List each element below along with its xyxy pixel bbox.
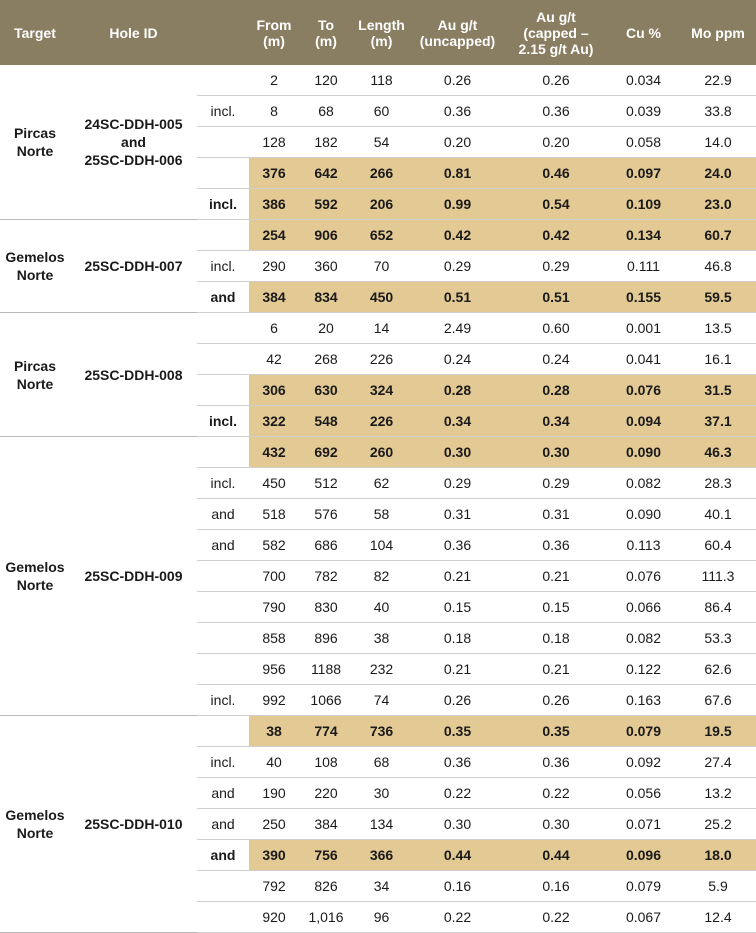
au-uncapped-cell: 0.22 [410,778,505,809]
au-uncapped-cell: 0.29 [410,251,505,282]
cu-cell: 0.090 [607,499,680,530]
to-cell: 1,016 [299,902,353,933]
length-cell: 324 [353,375,410,406]
cu-cell: 0.058 [607,127,680,158]
target-cell: Gemelos Norte [0,220,70,313]
from-cell: 450 [249,468,299,499]
from-cell: 128 [249,127,299,158]
length-cell: 118 [353,65,410,96]
au-uncapped-cell: 0.16 [410,871,505,902]
mo-cell: 40.1 [680,499,756,530]
au-capped-cell: 0.18 [505,623,607,654]
length-cell: 34 [353,871,410,902]
header-from: From (m) [249,0,299,65]
cu-cell: 0.039 [607,96,680,127]
to-cell: 268 [299,344,353,375]
au-uncapped-cell: 0.28 [410,375,505,406]
au-capped-cell: 0.44 [505,840,607,871]
interval-qualifier [197,623,249,654]
au-uncapped-cell: 0.22 [410,902,505,933]
to-cell: 1066 [299,685,353,716]
au-uncapped-cell: 0.36 [410,747,505,778]
au-uncapped-cell: 0.29 [410,468,505,499]
to-cell: 896 [299,623,353,654]
au-uncapped-cell: 0.24 [410,344,505,375]
au-capped-cell: 0.20 [505,127,607,158]
au-capped-cell: 0.22 [505,778,607,809]
header-row [0,0,756,65]
mo-cell: 60.7 [680,220,756,251]
from-cell: 432 [249,437,299,468]
header-hole-id: Hole ID [70,0,197,65]
cu-cell: 0.001 [607,313,680,344]
cu-cell: 0.076 [607,561,680,592]
from-cell: 386 [249,189,299,220]
length-cell: 82 [353,561,410,592]
to-cell: 548 [299,406,353,437]
au-uncapped-cell: 0.31 [410,499,505,530]
au-capped-cell: 0.28 [505,375,607,406]
au-capped-cell: 0.46 [505,158,607,189]
interval-qualifier [197,344,249,375]
from-cell: 992 [249,685,299,716]
cu-cell: 0.109 [607,189,680,220]
interval-qualifier [197,158,249,189]
from-cell: 322 [249,406,299,437]
cu-cell: 0.163 [607,685,680,716]
header-au-capped: Au g/t (capped – 2.15 g/t Au) [505,0,607,65]
cu-cell: 0.094 [607,406,680,437]
au-capped-cell: 0.42 [505,220,607,251]
length-cell: 366 [353,840,410,871]
length-cell: 450 [353,282,410,313]
from-cell: 38 [249,716,299,747]
length-cell: 206 [353,189,410,220]
interval-qualifier: and [197,530,249,561]
to-cell: 68 [299,96,353,127]
from-cell: 700 [249,561,299,592]
from-cell: 2 [249,65,299,96]
au-capped-cell: 0.30 [505,437,607,468]
au-uncapped-cell: 0.26 [410,685,505,716]
hole-id-cell: 25SC-DDH-010 [70,716,197,933]
length-cell: 260 [353,437,410,468]
mo-cell: 86.4 [680,592,756,623]
to-cell: 756 [299,840,353,871]
length-cell: 40 [353,592,410,623]
au-capped-cell: 0.36 [505,747,607,778]
au-uncapped-cell: 2.49 [410,313,505,344]
interval-qualifier [197,220,249,251]
header-mo: Mo ppm [680,0,756,65]
to-cell: 834 [299,282,353,313]
mo-cell: 23.0 [680,189,756,220]
mo-cell: 25.2 [680,809,756,840]
to-cell: 592 [299,189,353,220]
length-cell: 60 [353,96,410,127]
to-cell: 1188 [299,654,353,685]
to-cell: 384 [299,809,353,840]
au-capped-cell: 0.16 [505,871,607,902]
mo-cell: 37.1 [680,406,756,437]
mo-cell: 31.5 [680,375,756,406]
au-uncapped-cell: 0.18 [410,623,505,654]
length-cell: 58 [353,499,410,530]
mo-cell: 46.8 [680,251,756,282]
interval-qualifier: and [197,778,249,809]
au-capped-cell: 0.51 [505,282,607,313]
from-cell: 290 [249,251,299,282]
au-uncapped-cell: 0.30 [410,809,505,840]
from-cell: 40 [249,747,299,778]
length-cell: 14 [353,313,410,344]
cu-cell: 0.041 [607,344,680,375]
table-header [0,0,756,65]
header-interval-qualifier [197,0,249,65]
from-cell: 858 [249,623,299,654]
interval-qualifier: incl. [197,251,249,282]
mo-cell: 14.0 [680,127,756,158]
interval-qualifier: incl. [197,96,249,127]
mo-cell: 59.5 [680,282,756,313]
to-cell: 906 [299,220,353,251]
cu-cell: 0.097 [607,158,680,189]
from-cell: 582 [249,530,299,561]
au-capped-cell: 0.36 [505,530,607,561]
to-cell: 120 [299,65,353,96]
au-capped-cell: 0.35 [505,716,607,747]
length-cell: 134 [353,809,410,840]
to-cell: 782 [299,561,353,592]
target-cell: Pircas Norte [0,65,70,220]
au-capped-cell: 0.30 [505,809,607,840]
au-capped-cell: 0.21 [505,654,607,685]
mo-cell: 13.5 [680,313,756,344]
interval-qualifier [197,716,249,747]
interval-qualifier [197,127,249,158]
length-cell: 232 [353,654,410,685]
interval-qualifier [197,437,249,468]
au-uncapped-cell: 0.42 [410,220,505,251]
hole-id-cell: 24SC-DDH-005 and 25SC-DDH-006 [70,65,197,220]
interval-qualifier: and [197,809,249,840]
interval-qualifier [197,65,249,96]
au-uncapped-cell: 0.21 [410,654,505,685]
table-row [0,716,756,747]
mo-cell: 16.1 [680,344,756,375]
au-capped-cell: 0.21 [505,561,607,592]
au-capped-cell: 0.24 [505,344,607,375]
cu-cell: 0.034 [607,65,680,96]
mo-cell: 33.8 [680,96,756,127]
to-cell: 630 [299,375,353,406]
mo-cell: 62.6 [680,654,756,685]
cu-cell: 0.134 [607,220,680,251]
length-cell: 74 [353,685,410,716]
au-capped-cell: 0.36 [505,96,607,127]
length-cell: 62 [353,468,410,499]
from-cell: 254 [249,220,299,251]
cu-cell: 0.122 [607,654,680,685]
mo-cell: 67.6 [680,685,756,716]
mo-cell: 18.0 [680,840,756,871]
au-capped-cell: 0.26 [505,65,607,96]
from-cell: 306 [249,375,299,406]
au-uncapped-cell: 0.51 [410,282,505,313]
au-uncapped-cell: 0.15 [410,592,505,623]
length-cell: 96 [353,902,410,933]
mo-cell: 60.4 [680,530,756,561]
interval-qualifier: incl. [197,747,249,778]
mo-cell: 111.3 [680,561,756,592]
to-cell: 576 [299,499,353,530]
from-cell: 792 [249,871,299,902]
au-uncapped-cell: 0.20 [410,127,505,158]
length-cell: 38 [353,623,410,654]
mo-cell: 13.2 [680,778,756,809]
mo-cell: 28.3 [680,468,756,499]
from-cell: 956 [249,654,299,685]
interval-qualifier [197,902,249,933]
interval-qualifier: incl. [197,189,249,220]
mo-cell: 53.3 [680,623,756,654]
au-capped-cell: 0.34 [505,406,607,437]
interval-qualifier [197,375,249,406]
interval-qualifier [197,313,249,344]
from-cell: 390 [249,840,299,871]
header-to: To (m) [299,0,353,65]
au-uncapped-cell: 0.36 [410,96,505,127]
length-cell: 266 [353,158,410,189]
mo-cell: 5.9 [680,871,756,902]
interval-qualifier [197,654,249,685]
au-uncapped-cell: 0.81 [410,158,505,189]
mo-cell: 19.5 [680,716,756,747]
target-cell: Gemelos Norte [0,716,70,933]
header-au-uncapped: Au g/t (uncapped) [410,0,505,65]
from-cell: 42 [249,344,299,375]
interval-qualifier: and [197,840,249,871]
cu-cell: 0.092 [607,747,680,778]
au-capped-cell: 0.31 [505,499,607,530]
interval-qualifier [197,592,249,623]
length-cell: 30 [353,778,410,809]
mo-cell: 12.4 [680,902,756,933]
length-cell: 70 [353,251,410,282]
au-capped-cell: 0.29 [505,251,607,282]
au-uncapped-cell: 0.30 [410,437,505,468]
au-capped-cell: 0.22 [505,902,607,933]
cu-cell: 0.096 [607,840,680,871]
header-cu: Cu % [607,0,680,65]
length-cell: 104 [353,530,410,561]
hole-id-cell: 25SC-DDH-008 [70,313,197,437]
cu-cell: 0.067 [607,902,680,933]
table-row [0,65,756,96]
interval-qualifier: and [197,282,249,313]
cu-cell: 0.155 [607,282,680,313]
table-row [0,220,756,251]
au-capped-cell: 0.54 [505,189,607,220]
to-cell: 220 [299,778,353,809]
length-cell: 226 [353,344,410,375]
from-cell: 6 [249,313,299,344]
to-cell: 830 [299,592,353,623]
cu-cell: 0.066 [607,592,680,623]
table-body [0,65,756,933]
cu-cell: 0.079 [607,871,680,902]
length-cell: 226 [353,406,410,437]
to-cell: 108 [299,747,353,778]
au-capped-cell: 0.15 [505,592,607,623]
length-cell: 736 [353,716,410,747]
to-cell: 774 [299,716,353,747]
to-cell: 686 [299,530,353,561]
from-cell: 920 [249,902,299,933]
from-cell: 384 [249,282,299,313]
cu-cell: 0.113 [607,530,680,561]
length-cell: 54 [353,127,410,158]
mo-cell: 27.4 [680,747,756,778]
hole-id-cell: 25SC-DDH-007 [70,220,197,313]
cu-cell: 0.082 [607,623,680,654]
au-capped-cell: 0.26 [505,685,607,716]
au-capped-cell: 0.60 [505,313,607,344]
from-cell: 250 [249,809,299,840]
table-row [0,313,756,344]
cu-cell: 0.090 [607,437,680,468]
cu-cell: 0.082 [607,468,680,499]
to-cell: 692 [299,437,353,468]
cu-cell: 0.079 [607,716,680,747]
cu-cell: 0.071 [607,809,680,840]
length-cell: 652 [353,220,410,251]
mo-cell: 24.0 [680,158,756,189]
cu-cell: 0.111 [607,251,680,282]
au-capped-cell: 0.29 [505,468,607,499]
au-uncapped-cell: 0.36 [410,530,505,561]
header-target: Target [0,0,70,65]
from-cell: 790 [249,592,299,623]
to-cell: 20 [299,313,353,344]
au-uncapped-cell: 0.21 [410,561,505,592]
interval-qualifier: and [197,499,249,530]
to-cell: 642 [299,158,353,189]
interval-qualifier: incl. [197,468,249,499]
table-row [0,437,756,468]
from-cell: 8 [249,96,299,127]
mo-cell: 46.3 [680,437,756,468]
au-uncapped-cell: 0.26 [410,65,505,96]
au-uncapped-cell: 0.35 [410,716,505,747]
to-cell: 826 [299,871,353,902]
au-uncapped-cell: 0.44 [410,840,505,871]
au-uncapped-cell: 0.99 [410,189,505,220]
au-uncapped-cell: 0.34 [410,406,505,437]
cu-cell: 0.076 [607,375,680,406]
interval-qualifier [197,561,249,592]
interval-qualifier [197,871,249,902]
to-cell: 182 [299,127,353,158]
from-cell: 376 [249,158,299,189]
interval-qualifier: incl. [197,406,249,437]
header-length: Length (m) [353,0,410,65]
to-cell: 512 [299,468,353,499]
to-cell: 360 [299,251,353,282]
from-cell: 190 [249,778,299,809]
hole-id-cell: 25SC-DDH-009 [70,437,197,716]
cu-cell: 0.056 [607,778,680,809]
interval-qualifier: incl. [197,685,249,716]
from-cell: 518 [249,499,299,530]
length-cell: 68 [353,747,410,778]
target-cell: Gemelos Norte [0,437,70,716]
target-cell: Pircas Norte [0,313,70,437]
mo-cell: 22.9 [680,65,756,96]
